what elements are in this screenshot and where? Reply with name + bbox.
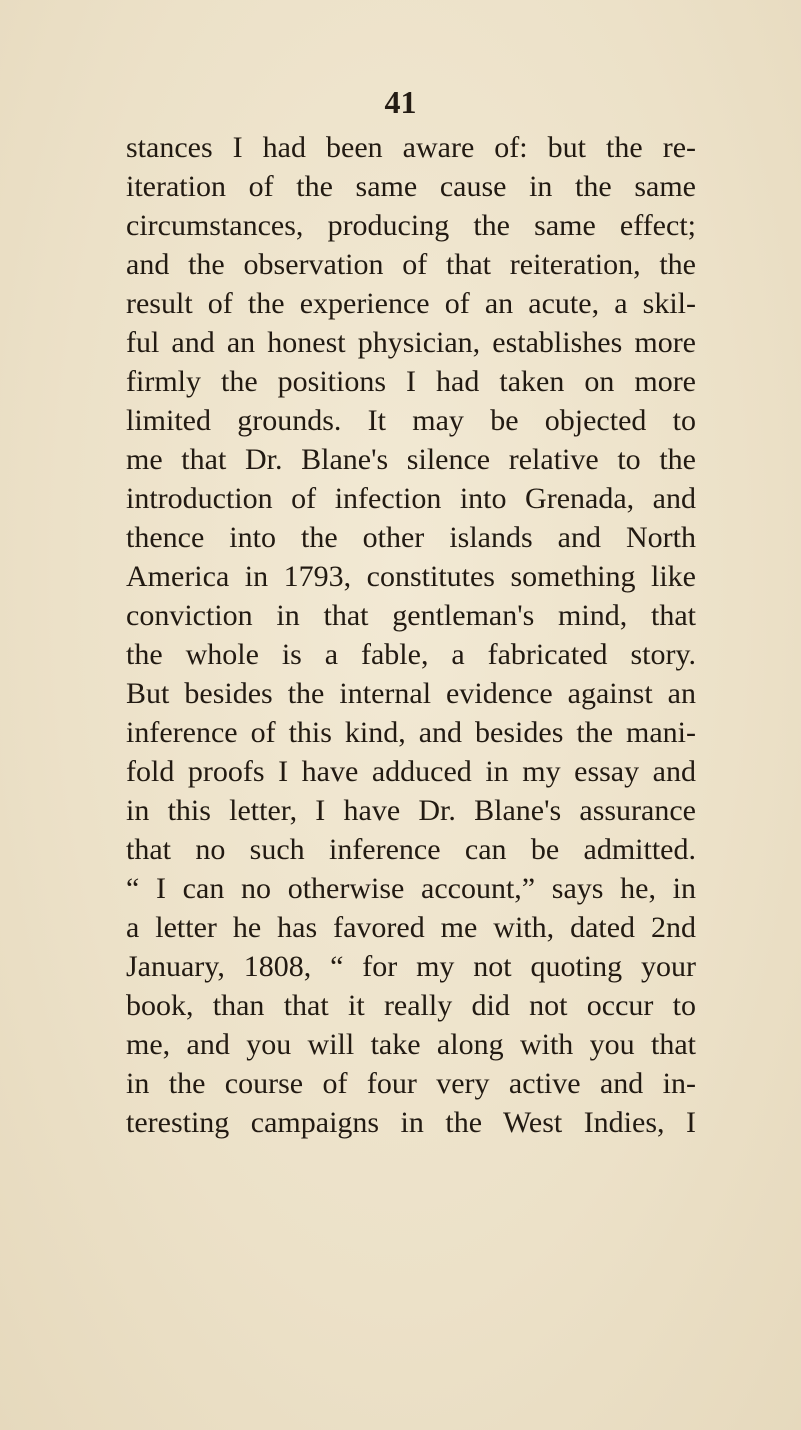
text-line-25: in the course of four very active and in-	[126, 1067, 696, 1100]
text-line-1: stances I had been aware of: but the re-	[126, 131, 696, 164]
text-line-19: that no such inference can be admitted.	[126, 833, 696, 866]
text-line-5: result of the experience of an acute, a skil-	[126, 287, 696, 320]
body-text	[126, 128, 696, 1142]
text-line-20: “ I can no otherwise account,” says he, in	[126, 872, 696, 905]
text-line-8: limited grounds. It may be objected to	[126, 404, 696, 437]
text-line-26: teresting campaigns in the West Indies, I	[126, 1106, 696, 1139]
text-line-11: thence into the other islands and North	[126, 521, 696, 554]
text-line-2: iteration of the same cause in the same	[126, 170, 696, 203]
text-line-12: America in 1793, constitutes something like	[126, 560, 696, 593]
text-line-16: inference of this kind, and besides the mani-	[126, 716, 696, 749]
text-line-23: book, than that it really did not occur to	[126, 989, 696, 1022]
text-line-3: circumstances, producing the same effect;	[126, 209, 696, 242]
text-line-4: and the observation of that reiteration, the	[126, 248, 696, 281]
page-number: 41	[384, 84, 417, 120]
text-line-14: the whole is a fable, a fabricated story.	[126, 638, 696, 671]
text-line-10: introduction of infection into Grenada, and	[126, 482, 696, 515]
text-line-13: conviction in that gentleman's mind, that	[126, 599, 696, 632]
text-line-22: January, 1808, “ for my not quoting your	[126, 950, 696, 983]
text-line-9: me that Dr. Blane's silence relative to the	[126, 443, 696, 476]
text-line-17: fold proofs I have adduced in my essay and	[126, 755, 696, 788]
text-line-24: me, and you will take along with you that	[126, 1028, 696, 1061]
text-line-21: a letter he has favored me with, dated 2nd	[126, 911, 696, 944]
text-line-15: But besides the internal evidence against an	[126, 677, 696, 710]
text-line-6: ful and an honest physician, establishes more	[126, 326, 696, 359]
text-line-18: in this letter, I have Dr. Blane's assurance	[126, 794, 696, 827]
text-line-7: firmly the positions I had taken on more	[126, 365, 696, 398]
